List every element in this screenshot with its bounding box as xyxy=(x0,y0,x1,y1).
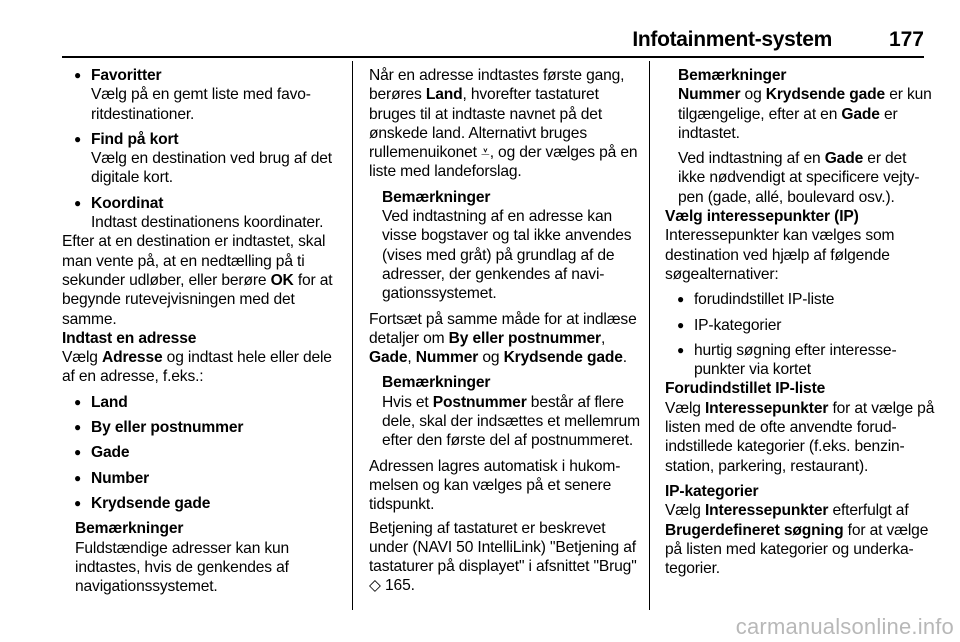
note-2-title: Bemærkninger xyxy=(382,374,491,392)
bullet-koordinat-text: Indtast destinationens koordinater. xyxy=(91,214,324,232)
watermark: carmanualsonline.info xyxy=(735,614,954,639)
column-1 xyxy=(62,66,340,596)
page-title: Infotainment-system xyxy=(632,28,832,51)
paragraph-land: Når en adresse indtastes første gang, berøres Land, hvorefter tastaturet bruges til at indtaste navnet på det ønskede land. Alternativt bruges rullemenuikonet ⩡, og der vælges på en liste med landeforslag. xyxy=(369,67,638,181)
heading-forudindstillet: Forudindstillet IP-liste xyxy=(665,380,826,398)
list-item-land: ● Land xyxy=(62,393,340,412)
column-divider-2 xyxy=(649,61,650,610)
note-3-text: Nummer og Krydsende gade er kun tilgængelige, efter at en Gade er indtastet. xyxy=(678,86,932,142)
note-1-title: Bemærkninger xyxy=(382,188,491,206)
note-2-text: Hvis et Postnummer består af flere dele, skal der indsættes et mellemrum efter den første del af postnummeret. xyxy=(382,393,640,450)
paragraph-adresse: Vælg Adresse og indtast hele eller dele af en adresse, f.eks.: xyxy=(62,349,332,386)
paragraph-interessepunkter: Interessepunkter kan vælges som destination ved hjælp af følgende søgealternativer: xyxy=(665,227,895,283)
bullet-favoritter-text: Vælg på en gemt liste med favoritdestinationer. xyxy=(91,86,311,123)
bullet-koordinat: ● Koordinat xyxy=(62,194,340,213)
note-title: Bemærkninger xyxy=(75,520,184,538)
list-item-ip-liste: ● forudindstillet IP-liste xyxy=(665,290,935,309)
column-divider-1 xyxy=(352,61,353,610)
list-item-ip-kategorier: ● IP-kategorier xyxy=(665,316,935,335)
list-item-krydsende: ● Krydsende gade xyxy=(62,494,340,513)
list-item-gade: ● Gade xyxy=(62,443,340,462)
note-text: Fuldstændige adresser kan kun indtastes, hvis de genkendes af navigationssystemet. xyxy=(75,539,290,596)
paragraph-keyboard: Betjening af tastaturet er beskrevet under (NAVI 50 IntelliLink) "Betjening af tastaturer på displayet" i afsnittet "Brug" ◇ 165. xyxy=(369,519,637,595)
note-3-title: Bemærkninger xyxy=(678,67,787,84)
note-4-text: Ved indtastning af en Gade er det ikke nødvendigt at specificere vejtypen (gade, allé, boulevard osv.). xyxy=(678,150,920,206)
paragraph-countdown: Efter at en destination er indtastet, skal man vente på, at en nedtælling på ti sekunder udløber, eller berøre OK for at begynde rutevejvisningen med det samme. xyxy=(62,233,333,328)
heading-interessepunkter: Vælg interessepunkter (IP) xyxy=(665,208,859,226)
heading-ip-kategorier: IP-kategorier xyxy=(665,482,759,500)
bullet-find-paa-kort-text: Vælg en destination ved brug af det digitale kort. xyxy=(91,150,332,187)
heading-indtast-adresse: Indtast en adresse xyxy=(62,329,197,347)
bullet-find-paa-kort: ● Find på kort xyxy=(62,130,340,149)
list-item-number: ● Number xyxy=(62,469,340,488)
list-item-by: ● By eller postnummer xyxy=(62,418,340,437)
list-item-hurtig-soegning: ● hurtig søgning efter interessepunkter via kortet xyxy=(665,341,935,380)
paragraph-continue: Fortsæt på samme måde for at indlæse detaljer om By eller postnummer, Gade, Nummer og Krydsende gade. xyxy=(369,310,637,367)
note-1-text: Ved indtastning af en adresse kan visse bogstaver og tal ikke anvendes (vises med gråt) på grundlag af de adresser, der genkendes af navigationssystemet. xyxy=(382,208,632,303)
page-reference-icon: ◇ xyxy=(369,577,381,595)
column-2 xyxy=(369,66,641,596)
paragraph-ip-kategorier: Vælg Interessepunkter efterfulgt af Brugerdefineret søgning for at vælge på listen med kategorier og underkategorier. xyxy=(665,502,929,578)
dropdown-icon: ⩡ xyxy=(481,144,490,162)
page-number: 177 xyxy=(888,28,924,51)
paragraph-saved: Adressen lagres automatisk i hukommelsen og kan vælges på et senere tidspunkt. xyxy=(369,457,621,514)
page-header xyxy=(62,28,924,58)
paragraph-forudindstillet: Vælg Interessepunkter for at vælge på listen med de ofte anvendte forudindstillede kategorier (f.eks. benzinstation, parkering, restaurant). xyxy=(665,399,935,475)
column-3 xyxy=(665,66,935,578)
bullet-favoritter: ● Favoritter xyxy=(62,66,340,85)
header-rule xyxy=(62,56,924,58)
